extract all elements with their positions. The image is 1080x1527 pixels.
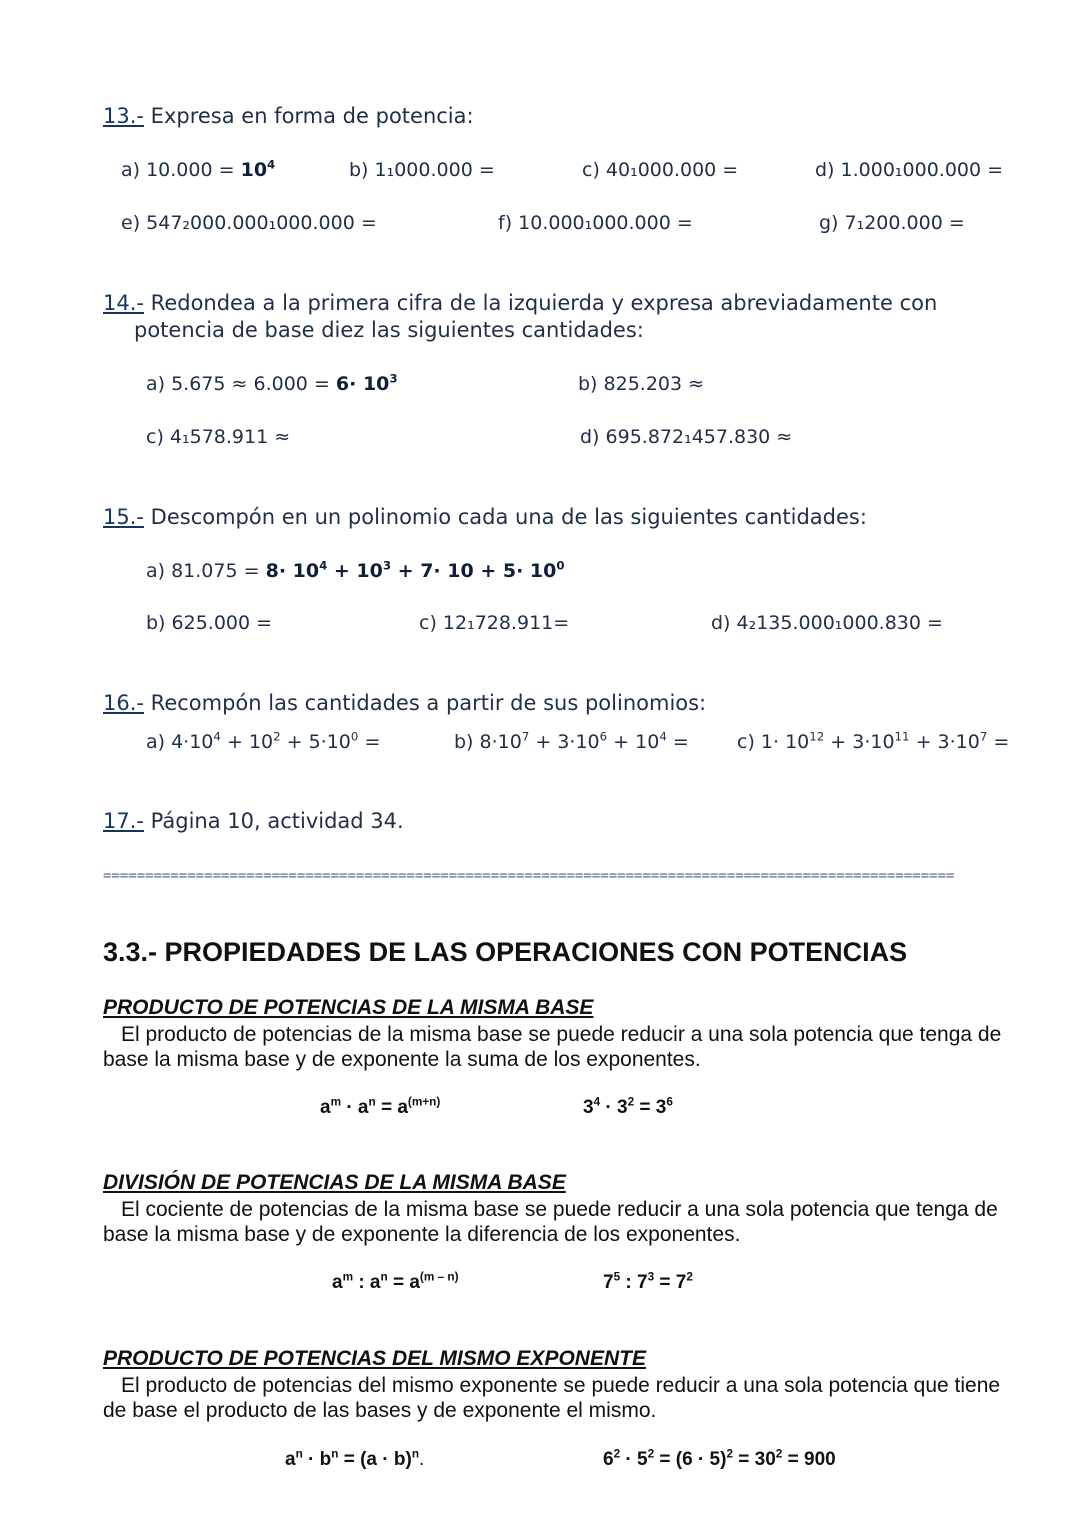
ex16-item-a: a) $4\cdot 10^4 + 10^2 + 5\cdot 10^0$ =	[146, 729, 381, 753]
item-label: a) 5.675 ≈ 6.000 =	[146, 373, 330, 395]
ex14-item-b: b) 825.203 ≈	[578, 373, 705, 395]
ex15-item-b: b) 625.000 =	[146, 612, 273, 634]
ex14-item-d: d) 695.872₁457.830 ≈	[580, 426, 793, 448]
exercise-title: Página 10, actividad 34.	[150, 809, 404, 833]
subsection-heading-product-same-base: PRODUCTO DE POTENCIAS DE LA MISMA BASE	[103, 996, 594, 1019]
ex16-item-c: c) $1\cdot 10^{12} + 3\cdot 10^{11} + 3\cdot 10^7$ =	[737, 729, 1010, 753]
item-answer: $6\cdot 10^3$	[335, 371, 398, 395]
formula-rule: $a^n \cdot b^n = (a \cdot b)^n$.	[285, 1447, 425, 1470]
ex13-item-b: b) 1₁000.000 =	[349, 159, 495, 181]
exercise-13-heading	[103, 104, 474, 128]
formula-example: $3^4 \cdot 3^2 = 3^6$	[583, 1095, 673, 1118]
exercise-14-title-cont: potencia de base diez las siguientes cantidades:	[134, 318, 644, 342]
subsection-text: El producto de potencias de la misma base se puede reducir a una sola potencia que tenga de base la misma base y de exponente la suma de los exponentes.	[103, 1023, 1002, 1071]
exercise-number: 16.-	[103, 691, 144, 715]
exercise-title: Redondea a la primera cifra de la izquierda y expresa abreviadamente con	[150, 291, 938, 315]
ex13-item-c: c) 40₁000.000 =	[582, 159, 739, 181]
exercise-16-heading	[103, 691, 706, 715]
subsection-text: El producto de potencias del mismo exponente se puede reducir a una sola potencia que tiene de base el producto de las bases y de exponente el mismo.	[103, 1374, 1001, 1422]
ex13-item-g: g) 7₁200.000 =	[819, 212, 965, 234]
exercise-number: 15.-	[103, 505, 144, 529]
ex15-item-a	[146, 560, 565, 582]
exercise-number: 14.-	[103, 291, 144, 315]
formula-example: $6^2 \cdot 5^2 = (6 \cdot 5)^2 = 30^2 = 900$	[603, 1447, 836, 1470]
ex13-item-d: d) 1.000₁000.000 =	[815, 159, 1004, 181]
ex14-item-a	[146, 373, 398, 395]
exercise-title: Descompón en un polinomio cada una de las siguientes cantidades:	[150, 505, 867, 529]
ex14-item-c: c) 4₁578.911 ≈	[146, 426, 291, 448]
exercise-15-heading	[103, 505, 867, 529]
ex13-item-a	[121, 159, 275, 181]
ex13-item-e: e) 547₂000.000₁000.000 =	[121, 212, 377, 234]
section-title: 3.3.- PROPIEDADES DE LAS OPERACIONES CON POTENCIAS	[103, 937, 908, 967]
exercise-number: 13.-	[103, 104, 144, 128]
ex13-item-f: f) 10.000₁000.000 =	[498, 212, 693, 234]
item-answer: $8\cdot 10^4 + 10^3 + 7\cdot 10 + 5\cdot 10^0$	[265, 558, 565, 582]
item-answer: $10^4$	[240, 157, 276, 181]
item-label: a) 81.075 =	[146, 560, 260, 582]
exercise-17-heading	[103, 809, 404, 833]
subsection-heading-division-same-base: DIVISIÓN DE POTENCIAS DE LA MISMA BASE	[103, 1171, 566, 1194]
exercise-title: Recompón las cantidades a partir de sus polinomios:	[150, 691, 707, 715]
exercise-14-heading	[103, 291, 937, 315]
exercise-title: Expresa en forma de potencia:	[150, 104, 474, 128]
subsection-heading-product-same-exponent: PRODUCTO DE POTENCIAS DEL MISMO EXPONENTE	[103, 1347, 646, 1370]
formula-example: $7^5$ : $7^3 = 7^2$	[603, 1270, 693, 1293]
subsection-text: El cociente de potencias de la misma base se puede reducir a una sola potencia que tenga de base la misma base y de exponente la diferencia de los exponentes.	[103, 1198, 998, 1246]
separator-line: =====================================================================================================	[103, 868, 955, 884]
formula-rule: $a^m \cdot a^n = a^{(m+n)}$	[320, 1095, 441, 1118]
ex15-item-d: d) 4₂135.000₁000.830 =	[711, 612, 943, 634]
item-label: a) 10.000 =	[121, 159, 235, 181]
ex15-item-c: c) 12₁728.911=	[419, 612, 570, 634]
exercise-number: 17.-	[103, 809, 144, 833]
ex16-item-b: b) $8\cdot 10^7 + 3\cdot 10^6 + 10^4$ =	[454, 729, 689, 753]
formula-rule: $a^m$ : $a^n = a^{(m - n)}$	[332, 1270, 459, 1293]
